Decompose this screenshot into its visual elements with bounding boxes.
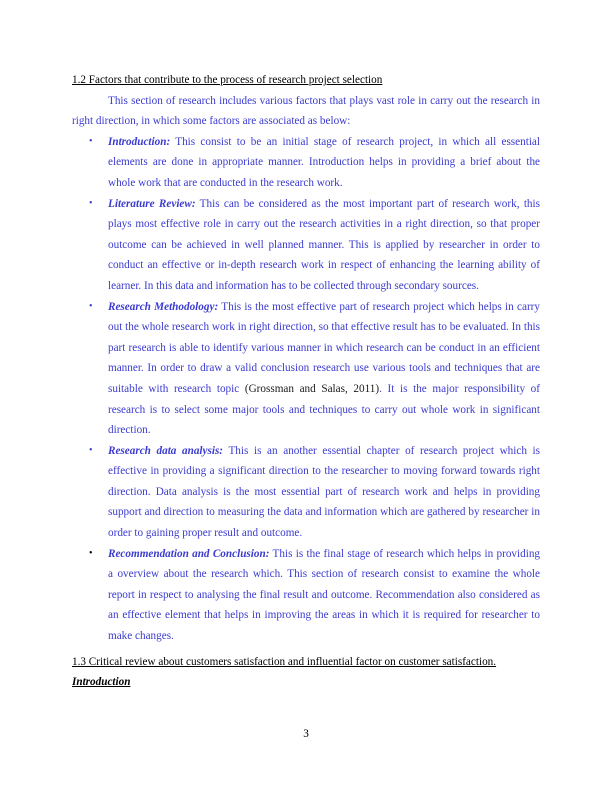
- list-item-recommendation-conclusion: [72, 544, 540, 647]
- factor-list: [72, 132, 540, 647]
- bullet-icon: •: [89, 547, 93, 559]
- bullet-icon: •: [89, 135, 93, 147]
- intro-paragraph: This section of research includes various factors that plays vast role in carry out the research in right direction, in which some factors are associated as below:: [72, 94, 540, 128]
- list-item-literature-review: [72, 194, 540, 297]
- bullet-icon: •: [89, 444, 93, 456]
- bullet-icon: •: [89, 300, 93, 312]
- text-research-methodology: This is the most effective part of research project which helps in carry out the whole research work in right direction, so that effective result has to be evaluated. In this part research is able to identify various manner in which research can be conduct in an efficient manner. In order to draw a valid conclusion research use various tools and techniques that are suitable with research topic: [108, 300, 540, 395]
- term-recommendation-conclusion: Recommendation and Conclusion:: [108, 547, 270, 560]
- section-heading-1-2: 1.2 Factors that contribute to the process of research project selection: [72, 74, 383, 86]
- introduction-subheading: Introduction: [72, 676, 131, 689]
- term-research-methodology: Research Methodology:: [108, 300, 219, 313]
- bullet-icon: •: [89, 197, 93, 209]
- citation-grossman-salas: (Grossman and Salas, 2011): [244, 382, 380, 395]
- section-heading-1-3: 1.3 Critical review about customers satisfaction and influential factor on customer satisfaction.: [72, 655, 497, 668]
- page-content: [72, 70, 540, 693]
- list-item-introduction: [72, 132, 540, 194]
- text-literature-review: This can be considered as the most important part of research work, this plays most effective role in carry out the research activities in a right direction, so that proper outcome can be achieved in well planned manner. This is applied by researcher in order to conduct an effective or in-depth research work in respect of enhancing the learning ability of learner. In this data and information has to be collected through secondary sources.: [108, 197, 540, 292]
- term-introduction: Introduction:: [108, 135, 171, 148]
- page-number: 3: [303, 728, 309, 740]
- list-item-research-data-analysis: [72, 441, 540, 544]
- text-research-methodology-after: . It is the major responsibility of research is to select some major tools and techniques to carry out whole work in significant direction.: [108, 382, 540, 437]
- text-introduction: This consist to be an initial stage of research project, in which all essential elements are done in appropriate manner. Introduction helps in providing a brief about the whole work that are conducted in the research work.: [108, 135, 540, 189]
- list-item-research-methodology: [72, 297, 540, 441]
- term-literature-review: Literature Review:: [108, 197, 196, 210]
- term-research-data-analysis: Research data analysis:: [108, 444, 224, 457]
- text-recommendation-conclusion: This is the final stage of research which helps in providing a overview about the research which. This section of research consist to examine the whole report in respect to analysing the final result and outcome. Recommendation also considered as an effective element that helps in improving the areas in which it is required for researcher to make changes.: [108, 547, 541, 643]
- text-research-data-analysis: This is an another essential chapter of research project which is effective in providing a significant direction to the researcher to moving forward towards right direction. Data analysis is the most essential part of research work and helps in providing support and direction to measuring the data and information which are gathered by researcher in order to gaining proper result and outcome.: [108, 444, 541, 540]
